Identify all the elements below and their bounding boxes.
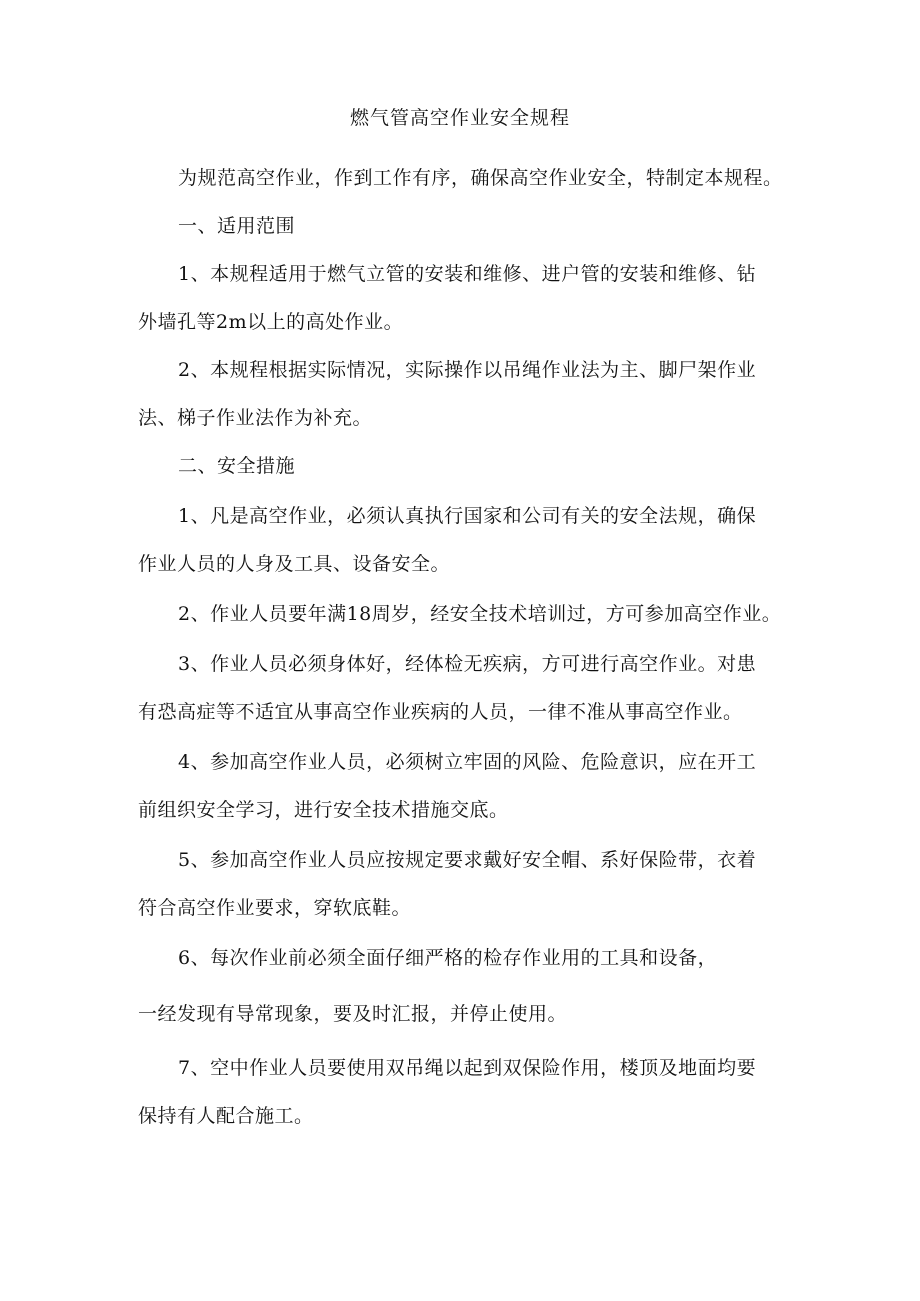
section1-item1-line1: 1、本规程适用于燃气立管的安装和维修、进户管的安装和维修、钻 <box>178 263 757 285</box>
section1-item2-line2: 法、梯子作业法作为补充。 <box>138 407 373 429</box>
section2-heading: 二、安全措施 <box>178 455 296 477</box>
section2-item5-line1: 5、参加高空作业人员应按规定要求戴好安全帽、系好保险带，衣着 <box>178 849 757 871</box>
intro-paragraph: 为规范高空作业，作到工作有序，确保高空作业安全，特制定本规程。 <box>178 167 783 189</box>
section2-item7-line2: 保持有人配合施工。 <box>138 1105 314 1127</box>
section2-item5-line2: 符合高空作业要求，穿软底鞋。 <box>138 897 412 919</box>
section2-item2-line1: 2、作业人员要年满18周岁，经安全技术培训过，方可参加高空作业。 <box>178 603 782 625</box>
section2-item1-line1: 1、凡是高空作业，必须认真执行国家和公司有关的安全法规，确保 <box>178 505 757 527</box>
section2-item3-line2: 有恐高症等不适宜从事高空作业疾病的人员，一律不准从事高空作业。 <box>138 701 743 723</box>
section2-item4-line1: 4、参加高空作业人员，必须树立牢固的风险、危险意识，应在开工 <box>178 751 757 773</box>
section2-item6-line1: 6、每次作业前必须全面仔细严格的检存作业用的工具和设备， <box>178 947 718 969</box>
document-title: 燃气管高空作业安全规程 <box>349 107 570 129</box>
section2-item7-line1: 7、空中作业人员要使用双吊绳以起到双保险作用，楼顶及地面均要 <box>178 1057 757 1079</box>
section1-heading: 一、适用范围 <box>178 215 296 237</box>
section1-item2-line1: 2、本规程根据实际情况，实际操作以吊绳作业法为主、脚尸架作业 <box>178 359 757 381</box>
section2-item3-line1: 3、作业人员必须身体好，经体检无疾病，方可进行高空作业。对患 <box>178 653 757 675</box>
section2-item1-line2: 作业人员的人身及工具、设备安全。 <box>138 553 451 575</box>
section2-item4-line2: 前组织安全学习，进行安全技术措施交底。 <box>138 799 509 821</box>
section2-item6-line2: 一经发现有导常现象，要及时汇报，并停止使用。 <box>138 1003 568 1025</box>
section1-item1-line2: 外墙孔等2m以上的高处作业。 <box>138 311 404 333</box>
